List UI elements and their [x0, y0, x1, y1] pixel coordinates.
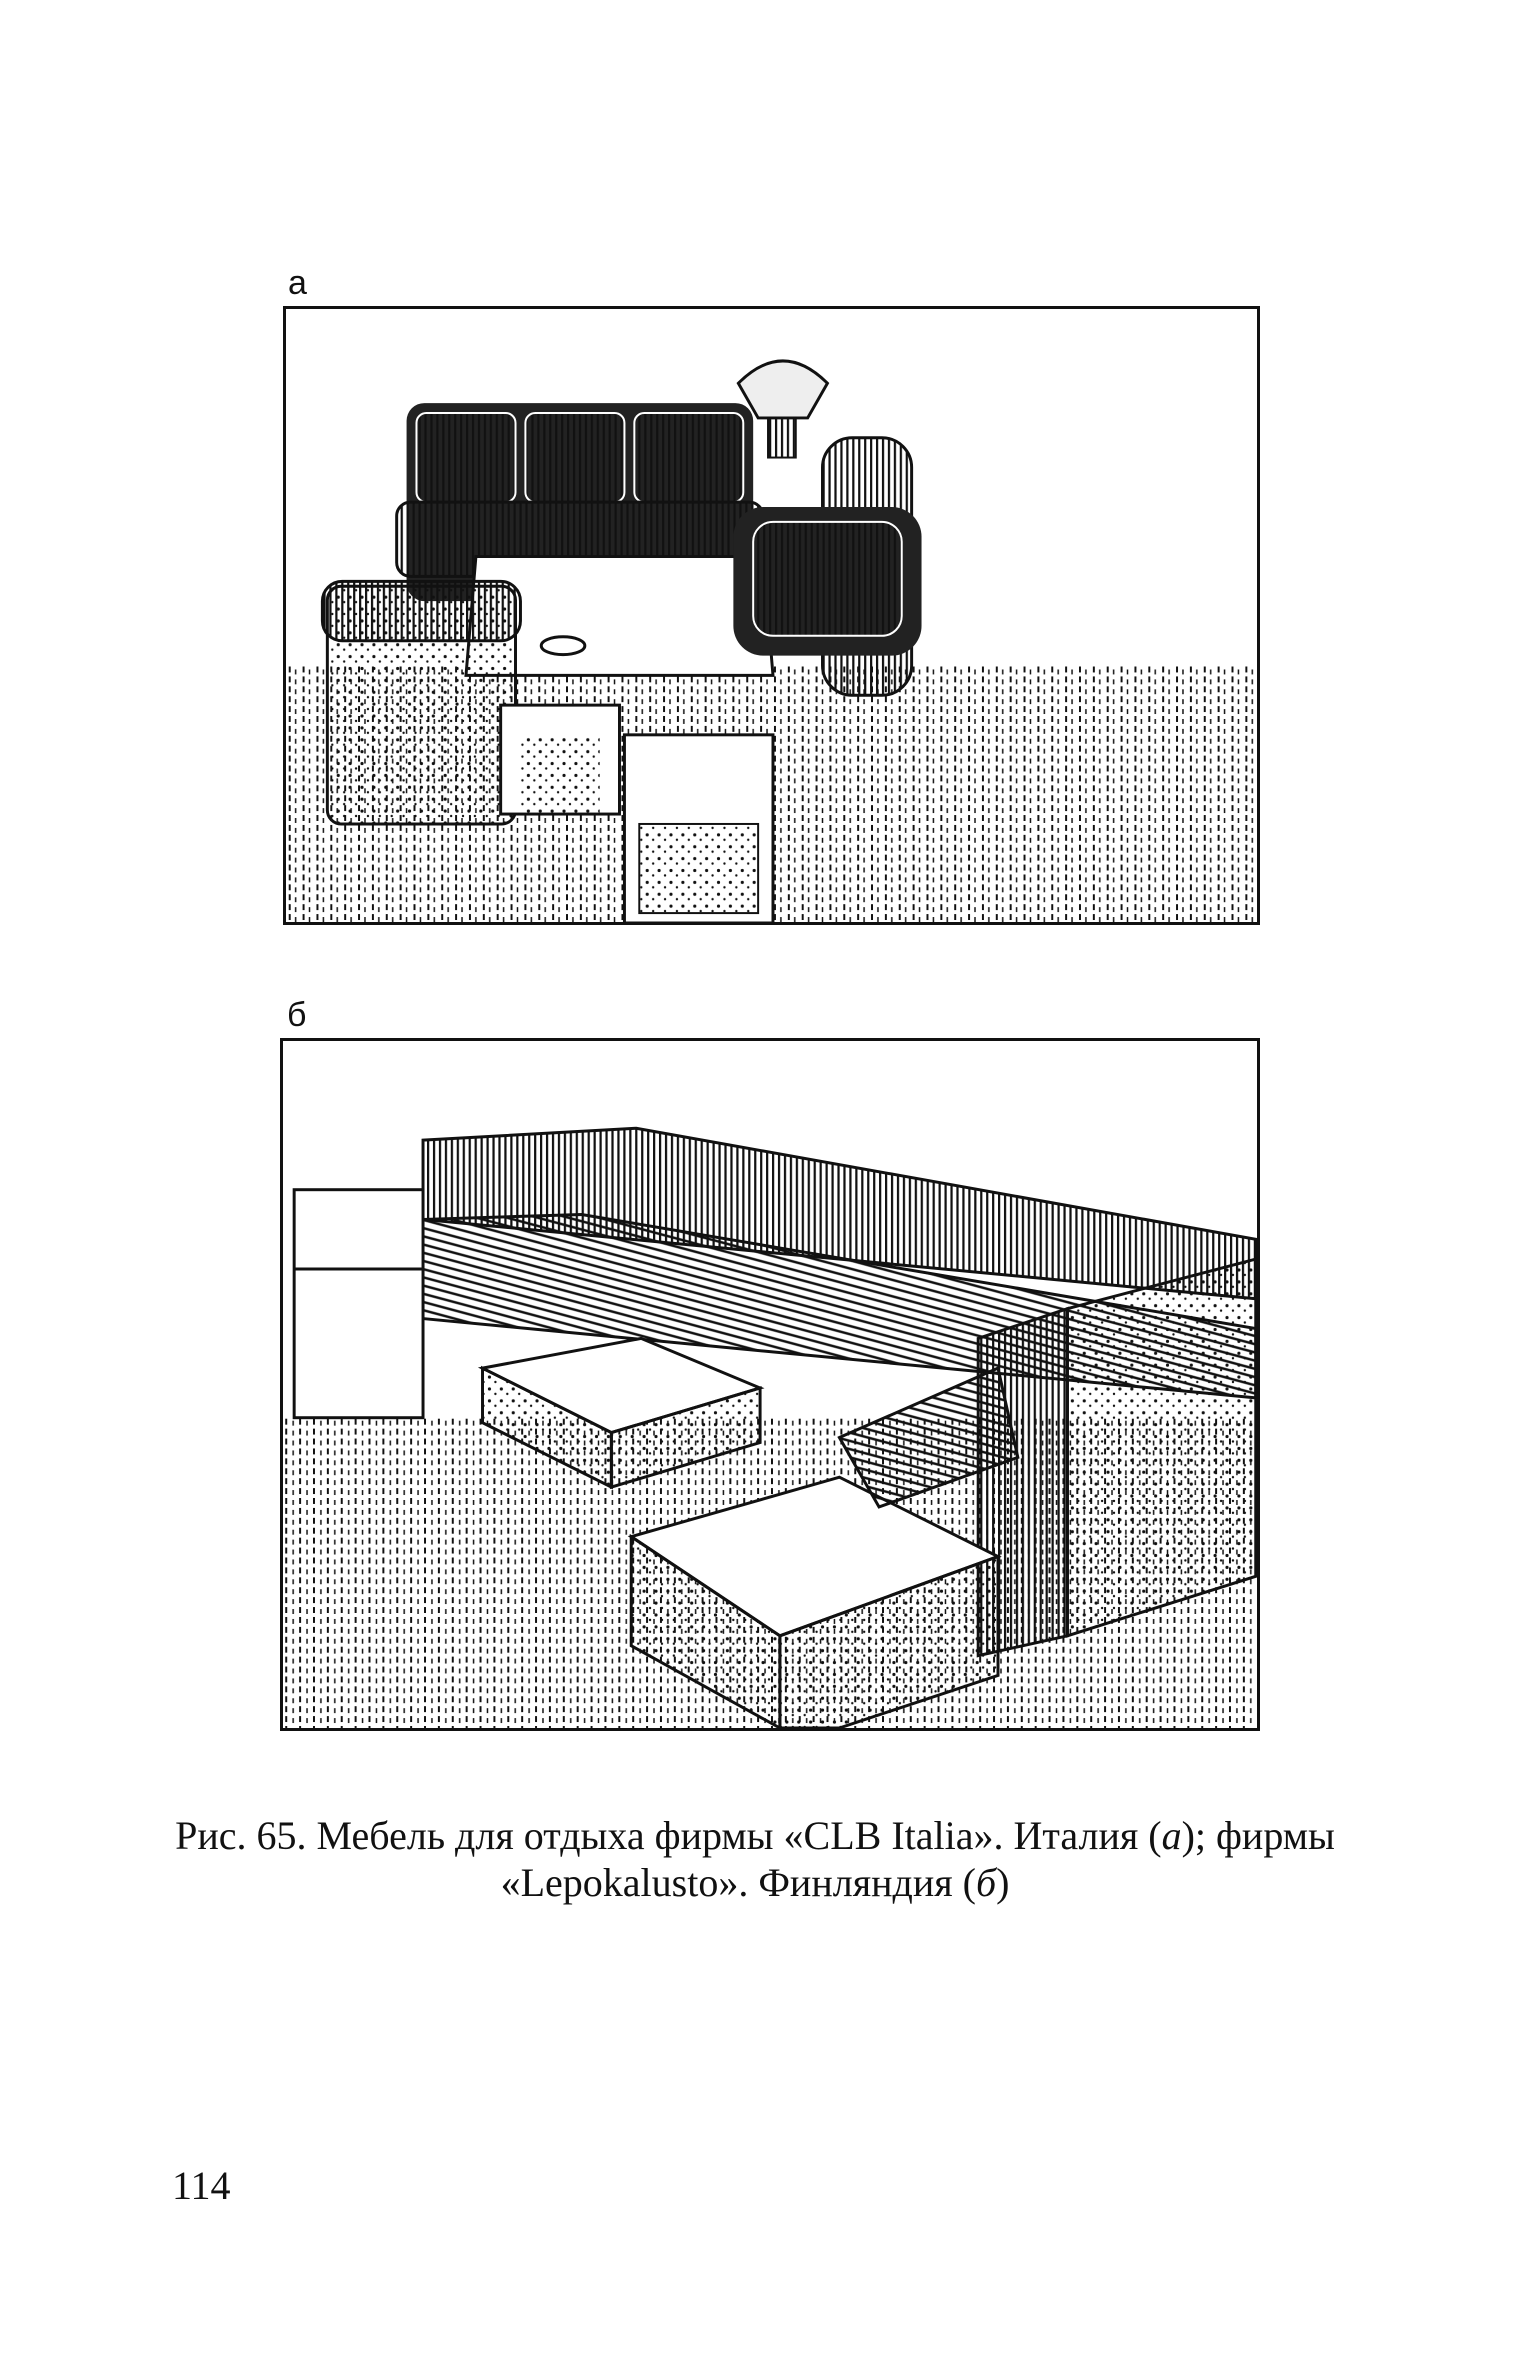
figure-a-illustration [283, 306, 1260, 925]
caption-part2: ); фирмы «Lepokalusto». Финляндия ( [500, 1813, 1335, 1906]
figure-b-label: б [287, 996, 307, 1034]
caption-part1: Рис. 65. Мебель для отдыха фирмы «CLB Italia». Италия ( [175, 1813, 1162, 1858]
figure-a-label: а [288, 264, 307, 302]
caption-ref-b: б [975, 1860, 997, 1906]
figure-a-drawing [286, 309, 1257, 922]
figure-caption [160, 1812, 1350, 1906]
caption-part3: ) [996, 1860, 1010, 1906]
page-number: 114 [172, 2163, 231, 2208]
figure-b-illustration [280, 1038, 1260, 1731]
figure-b-drawing [283, 1041, 1257, 1728]
caption-ref-a: а [1161, 1813, 1182, 1858]
